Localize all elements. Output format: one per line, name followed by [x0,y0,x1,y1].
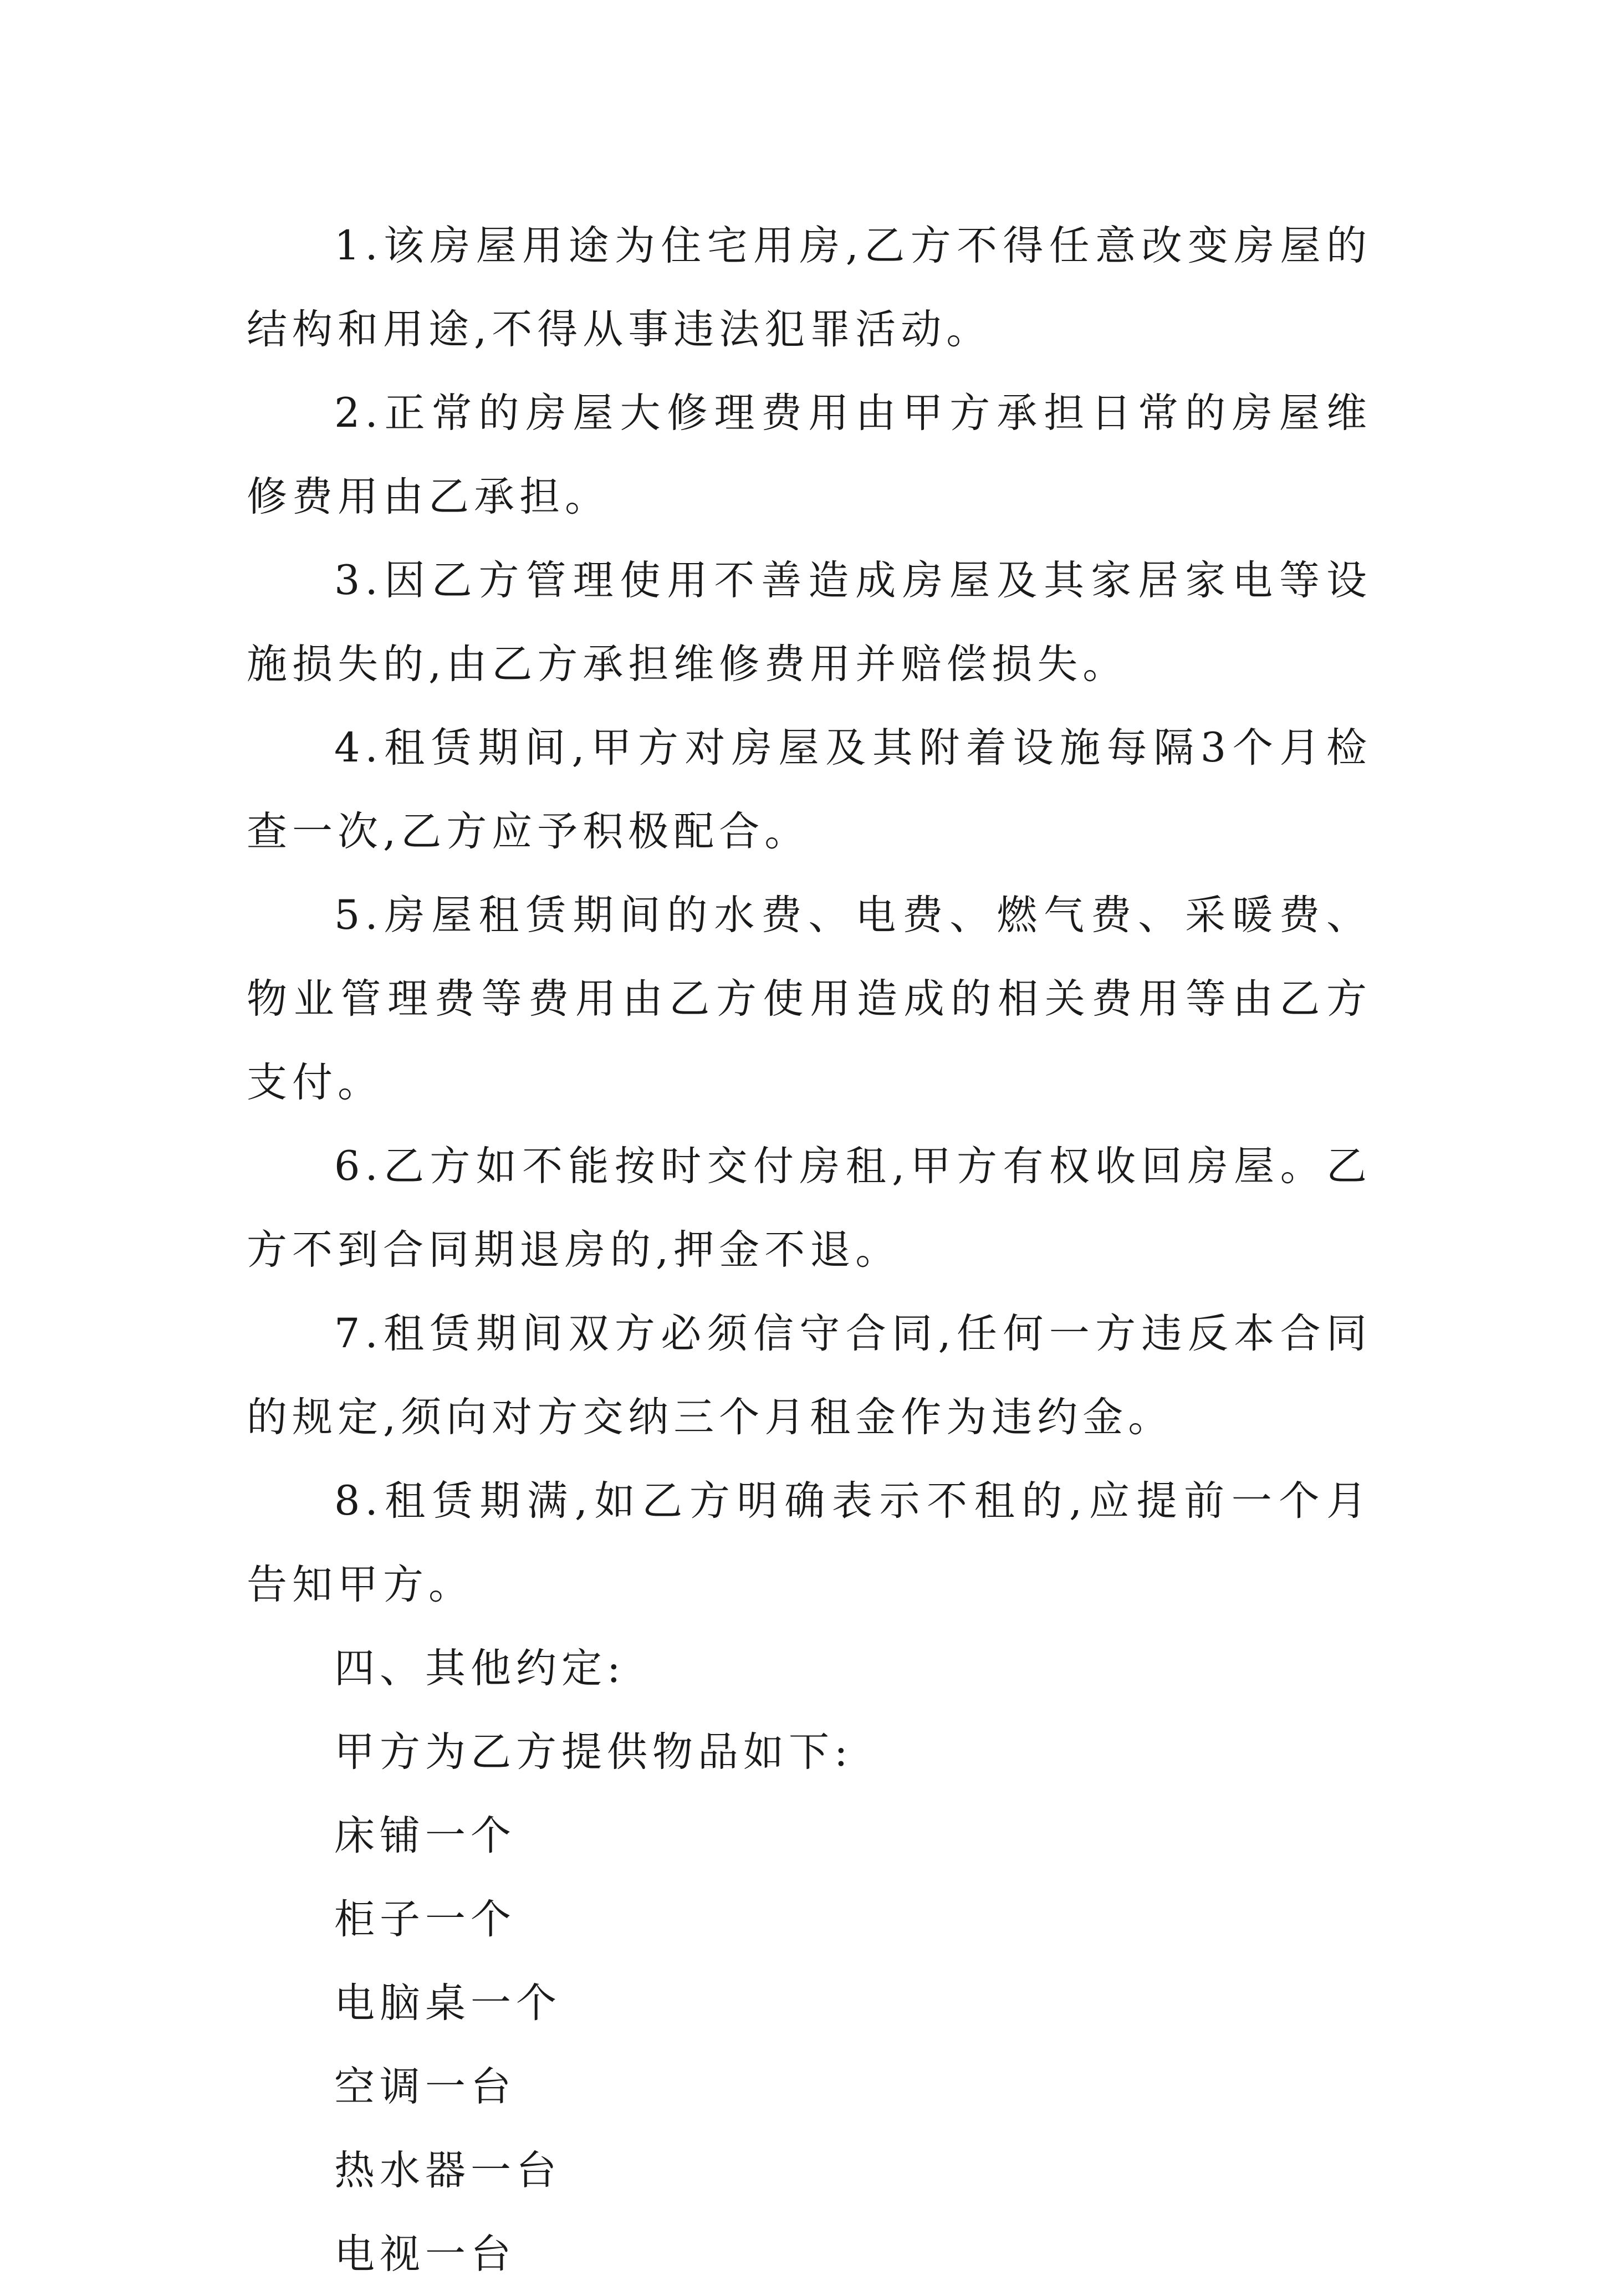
clause-2: 2.正常的房屋大修理费用由甲方承担日常的房屋维修费用由乙承担。 [247,390,1372,520]
clause-5: 5.房屋租赁期间的水费、电费、燃气费、采暖费、物业管理费等费用由乙方使用造成的相关费用等由乙方支付。 [247,892,1372,1106]
clause-3: 3.因乙方管理使用不善造成房屋及其家居家电等设施损失的,由乙方承担维修费用并赔偿损失。 [247,557,1372,688]
section-heading: 四、其他约定: [334,1645,626,1692]
provided-item: 电脑桌一个 [334,1980,561,2027]
clause-6: 6.乙方如不能按时交付房租,甲方有权收回房屋。乙方不到合同期退房的,押金不退。 [247,1143,1372,1274]
clause-1: 1.该房屋用途为住宅用房,乙方不得任意改变房屋的结构和用途,不得从事违法犯罪活动。 [247,222,1372,353]
clause-8: 8.租赁期满,如乙方明确表示不租的,应提前一个月告知甲方。 [247,1477,1372,1608]
provided-item: 空调一台 [334,2063,516,2110]
provided-items-intro: 甲方为乙方提供物品如下: [334,1729,853,1776]
clause-4: 4.租赁期间,甲方对房屋及其附着设施每隔3个月检查一次,乙方应予积极配合。 [247,724,1372,855]
document-body [247,204,1372,2296]
provided-item: 电视一台 [334,2231,516,2278]
clause-7: 7.租赁期间双方必须信守合同,任何一方违反本合同的规定,须向对方交纳三个月租金作为违约金。 [247,1310,1372,1441]
provided-item: 热水器一台 [334,2147,561,2194]
provided-item: 柜子一个 [334,1896,516,1943]
provided-item: 床铺一个 [334,1812,516,1859]
